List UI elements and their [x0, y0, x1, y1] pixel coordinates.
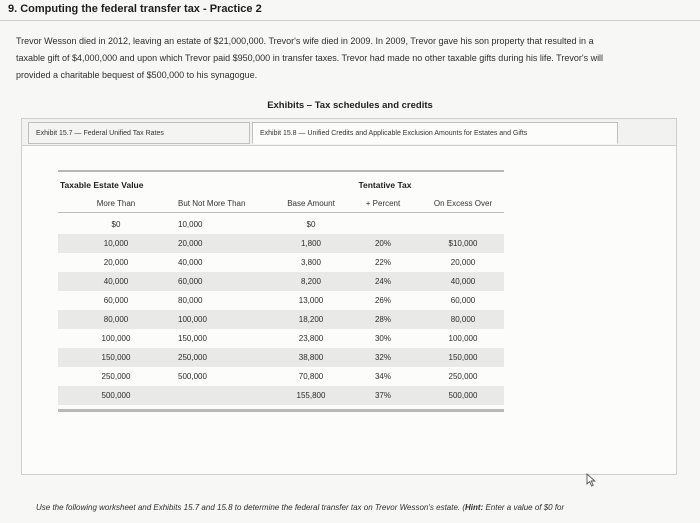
- table-row: [58, 310, 504, 329]
- table-row: [58, 329, 504, 348]
- cell-not-more-than: 100,000: [178, 315, 207, 324]
- cell-more-than: 10,000: [103, 239, 129, 248]
- cell-percent: 26%: [374, 296, 391, 305]
- cell-more-than: 20,000: [103, 258, 129, 267]
- cell-percent: 37%: [374, 391, 391, 400]
- cell-base-amount: $0: [306, 220, 316, 229]
- exhibit-panel: [21, 145, 677, 475]
- mouse-pointer-icon: [586, 473, 598, 487]
- header-tentative-tax: Tentative Tax: [358, 180, 412, 190]
- cell-more-than: 250,000: [101, 372, 131, 381]
- cell-excess-over: 100,000: [448, 334, 478, 343]
- cell-percent: 22%: [374, 258, 391, 267]
- table-row: [58, 234, 504, 253]
- cell-percent: 20%: [374, 239, 391, 248]
- cell-excess-over: 40,000: [450, 277, 476, 286]
- cell-not-more-than: 10,000: [178, 220, 203, 229]
- cell-base-amount: 155,800: [296, 391, 326, 400]
- cell-more-than: 500,000: [101, 391, 131, 400]
- cell-excess-over: 250,000: [448, 372, 478, 381]
- cell-percent: 24%: [374, 277, 391, 286]
- column-header-percent: + Percent: [365, 199, 401, 208]
- table-row: [58, 386, 504, 405]
- cell-excess-over: 500,000: [448, 391, 478, 400]
- cell-more-than: $0: [111, 220, 121, 229]
- table-row: [58, 272, 504, 291]
- problem-line: provided a charitable bequest of $500,000 to his synagogue.: [16, 70, 258, 80]
- column-header-base-amount: Base Amount: [287, 199, 335, 208]
- cell-not-more-than: [178, 386, 238, 405]
- cell-excess-over: 60,000: [450, 296, 476, 305]
- table-row: [58, 348, 504, 367]
- table-rule-header: [58, 212, 504, 213]
- cell-not-more-than: 20,000: [178, 239, 203, 248]
- cell-excess-over: $10,000: [448, 239, 478, 248]
- table-row: [58, 253, 504, 272]
- cell-more-than: 40,000: [103, 277, 129, 286]
- cell-base-amount: 18,200: [298, 315, 324, 324]
- cell-base-amount: 13,000: [298, 296, 324, 305]
- cell-excess-over: 150,000: [448, 353, 478, 362]
- cell-not-more-than: 80,000: [178, 296, 203, 305]
- cell-more-than: 60,000: [103, 296, 129, 305]
- tab-exhibit-15-7[interactable]: Exhibit 15.7 — Federal Unified Tax Rates: [28, 122, 250, 144]
- exhibit-tabbar: [21, 118, 677, 146]
- cell-percent: 32%: [374, 353, 391, 362]
- problem-line: Trevor Wesson died in 2012, leaving an estate of $21,000,000. Trevor's wife died in 2009. In 2009, Trevor gave his son property that resulted in a: [16, 36, 594, 46]
- cell-not-more-than: 40,000: [178, 258, 203, 267]
- cell-percent: 34%: [374, 372, 391, 381]
- table-rule-bottom: [58, 409, 504, 412]
- cell-base-amount: 38,800: [298, 353, 324, 362]
- hint-text: Enter a value of $0 for: [483, 503, 565, 512]
- cell-percent: [348, 215, 418, 234]
- column-header-not-more-than: But Not More Than: [178, 199, 246, 208]
- cell-excess-over: [426, 215, 500, 234]
- cell-base-amount: 8,200: [300, 277, 322, 286]
- header-taxable-estate-value: Taxable Estate Value: [60, 180, 144, 190]
- cell-excess-over: 20,000: [450, 258, 476, 267]
- cell-base-amount: 23,800: [298, 334, 324, 343]
- table-row: [58, 291, 504, 310]
- table-row: [58, 367, 504, 386]
- instructions-note: [36, 503, 700, 523]
- problem-statement: [16, 33, 686, 84]
- table-row: [58, 215, 504, 234]
- exhibits-heading: Exhibits – Tax schedules and credits: [267, 100, 433, 111]
- instructions-text: Use the following worksheet and Exhibits 15.7 and 15.8 to determine the federal transfer tax on Trevor Wesson's estate. (: [36, 503, 466, 512]
- cell-percent: 28%: [374, 315, 391, 324]
- question-title: 9. Computing the federal transfer tax - Practice 2: [8, 3, 262, 15]
- cell-more-than: 80,000: [103, 315, 129, 324]
- cell-base-amount: 3,800: [300, 258, 322, 267]
- divider: [0, 20, 700, 21]
- problem-line: taxable gift of $4,000,000 and upon which Trevor paid $950,000 in transfer taxes. Trevor had made no other taxable gifts during his life. Trevor's will: [16, 53, 604, 63]
- cell-more-than: 150,000: [101, 353, 131, 362]
- cell-excess-over: 80,000: [450, 315, 476, 324]
- table-rule-top: [58, 170, 504, 172]
- cell-base-amount: 1,800: [300, 239, 322, 248]
- cell-not-more-than: 250,000: [178, 353, 207, 362]
- column-header-more-than: More Than: [96, 199, 136, 208]
- cell-base-amount: 70,800: [298, 372, 324, 381]
- hint-label: Hint:: [465, 503, 484, 512]
- cell-percent: 30%: [374, 334, 391, 343]
- cell-not-more-than: 500,000: [178, 372, 207, 381]
- cell-not-more-than: 60,000: [178, 277, 203, 286]
- column-header-excess-over: On Excess Over: [433, 199, 493, 208]
- tab-exhibit-15-8[interactable]: Exhibit 15.8 — Unified Credits and Applicable Exclusion Amounts for Estates and Gifts: [252, 122, 618, 144]
- cell-not-more-than: 150,000: [178, 334, 207, 343]
- cell-more-than: 100,000: [101, 334, 131, 343]
